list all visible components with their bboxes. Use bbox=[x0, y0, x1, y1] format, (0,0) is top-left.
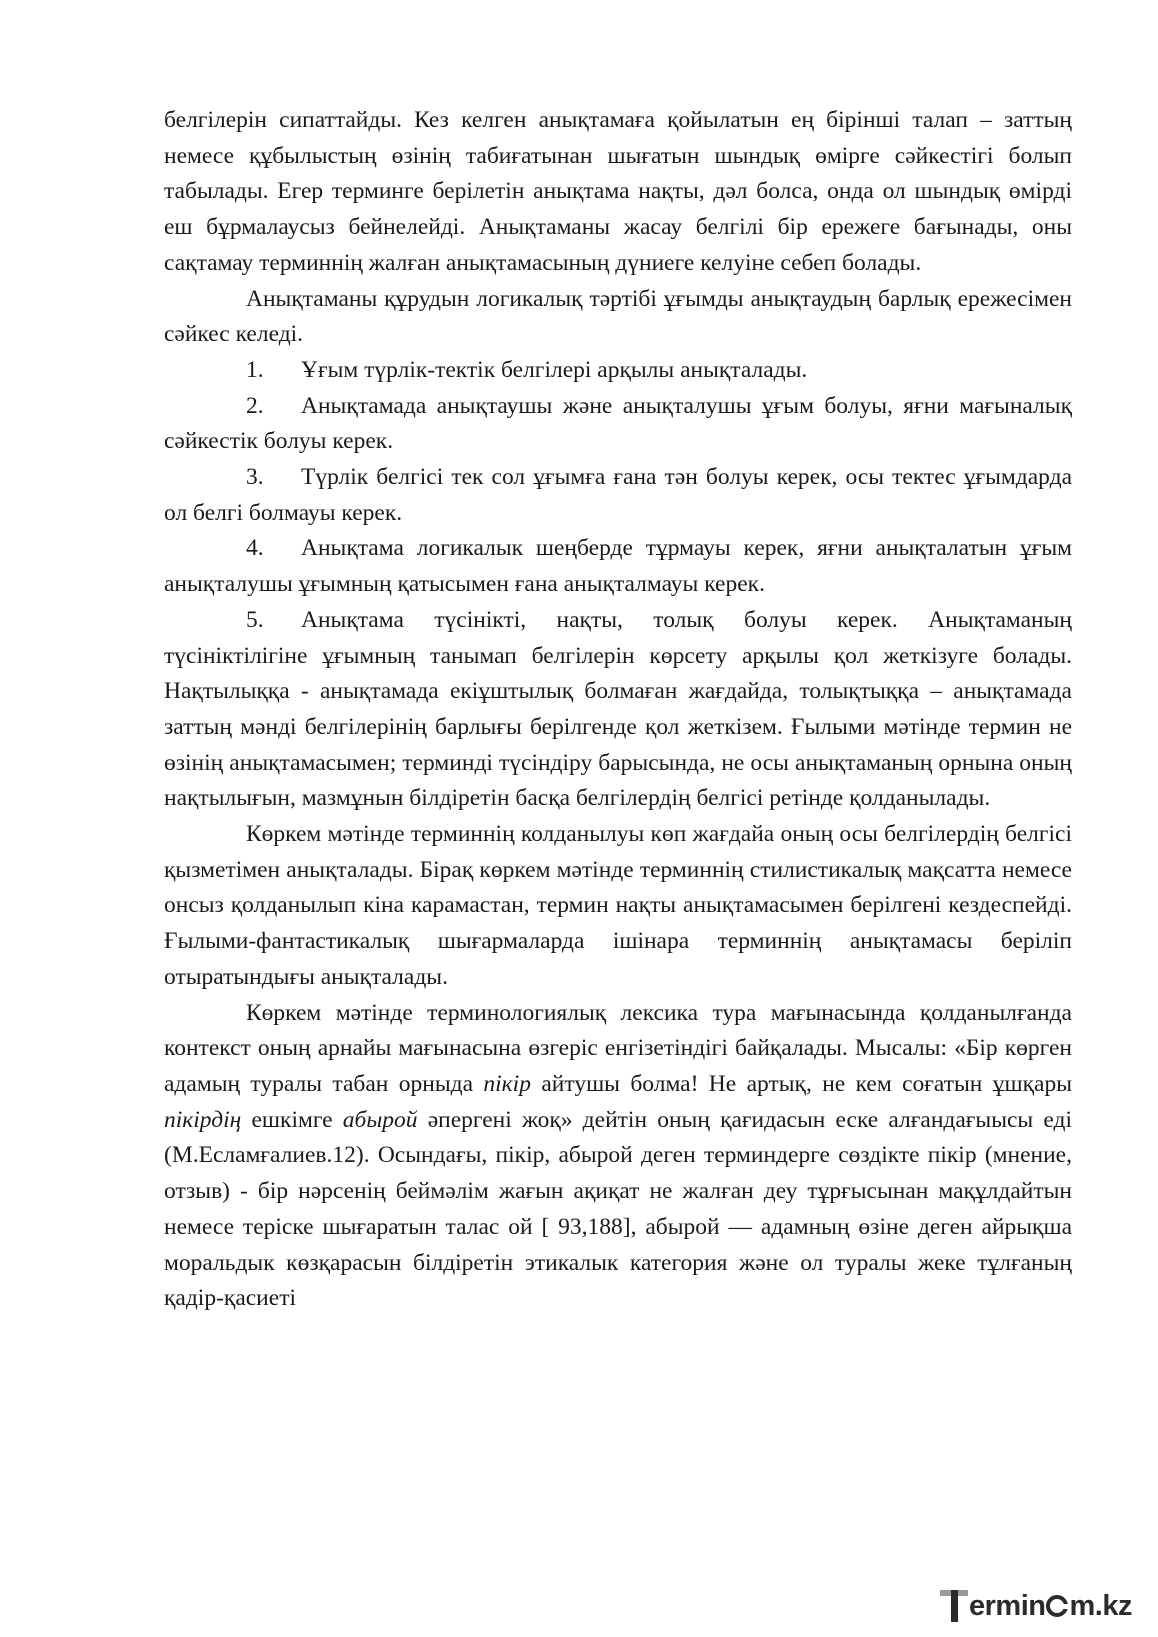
logo-text-part1: ermin bbox=[969, 1589, 1046, 1622]
list-item bbox=[164, 603, 1072, 817]
list-text: Ұғым түрлік-тектік белгілері арқылы анықталады. bbox=[301, 356, 808, 383]
list-item bbox=[164, 460, 1072, 531]
list-text: Анықтама түсінікті, нақты, толық болуы керек. Анықтаманың түсініктілігіне ұғымның танымап белгілерін көрсету арқылы қол жеткізуге болады. Нақтылыққа - анықтамада екіұштылық болмаған жағдайда, толықтыққа – анықтамада заттың мәнді белгілерінің барлығы берілгенде қол жеткізем. Ғылыми мәтінде термин не өзінің анықтамасымен; терминді түсіндіру барысында, не осы анықтаманың орнына оның нақтылығын, мазмұнын білдіретін басқа белгілердің белгісі ретінде қолданылады. bbox=[164, 606, 1072, 812]
list-item bbox=[164, 531, 1072, 602]
paragraph-terminology-example bbox=[164, 996, 1072, 1317]
list-number: 4. bbox=[246, 535, 264, 562]
list-number: 1. bbox=[246, 356, 264, 383]
paragraph-literary-text: Көркем мәтінде терминнің колданылуы көп жағдайа оның осы белгілердің белгісі қызметімен анықталады. Бірақ көркем мәтінде терминнің стилистикалық мақсатта немесе онсыз қолданылып кіна карамастан, термин нақты анықтамасымен берілгені кездеспейді. Ғылыми-фантастикалық шығармаларда ішінара терминнің анықтамасы беріліп отыратындығы анықталады. bbox=[164, 821, 1072, 990]
list-number: 3. bbox=[246, 464, 264, 491]
italic-term: абырой bbox=[342, 1106, 418, 1133]
text-segment: айтушы болма! Не артық, не кем соғатын ұшқары bbox=[530, 1070, 1072, 1097]
text-segment: ешкімге bbox=[241, 1106, 343, 1133]
document-page bbox=[164, 103, 1072, 1317]
list-number: 2. bbox=[246, 392, 264, 419]
logo-text-part2: m.kz bbox=[1069, 1589, 1132, 1622]
italic-term: пікірдің bbox=[164, 1106, 242, 1133]
list-item bbox=[164, 353, 1072, 389]
list-text: Түрлік белгісі тек сол ұғымға ғана тән болуы керек, осы тектес ұғымдарда ол белгі болмауы керек. bbox=[164, 464, 1072, 526]
paragraph-logical-order: Анықтаманы құрудын логикалық тәртібі ұғымды анықтаудың барлық ережесімен сәйкес келеді. bbox=[164, 285, 1072, 348]
text-segment: әпергені жоқ» дейтін оның қағидасын еске алғандағыысы еді (М.Есламғалиев.12). Осындағы, пікір, абырой деген терминдерге сөздікте пікір (мнение, отзыв) - бір нәрсенің беймәлім жағын ақиқат не жалған деу тұрғысынан мақұлдайтын немесе теріске шығаратын талас ой [ 93,188], абырой — адамның өзіне деген айрықша моральдык көзқарасын білдіретін этикалык категория және ол туралы жеке тұлғаның қадір-қасиеті bbox=[164, 1106, 1072, 1312]
list-text: Анықтамада анықтаушы және анықталушы ұғым болуы, яғни мағыналық сәйкестік болуы керек. bbox=[164, 392, 1072, 455]
logo-c-glyph bbox=[1046, 1595, 1068, 1617]
list-number: 5. bbox=[246, 606, 264, 633]
termincom-logo-watermark bbox=[940, 1586, 1132, 1626]
logo-t-glyph bbox=[940, 1588, 968, 1624]
list-text: Анықтама логикалык шеңберде тұрмауы керек, яғни анықталатын ұғым анықталушы ұғымның қатысымен ғана анықталмауы керек. bbox=[164, 535, 1072, 598]
italic-term: пікір bbox=[483, 1070, 531, 1097]
list-item bbox=[164, 389, 1072, 460]
text-segment: Көркем мәтінде терминологиялық лексика тура мағынасында қолданылғанда контекст оның арнайы мағынасына өзгеріс енгізетіндігі байқалады. Мысалы: «Бір көрген адамың туралы табан орныда bbox=[164, 999, 1072, 1097]
paragraph-definition-requirements: белгілерін сипаттайды. Кез келген анықтамаға қойылатын ең бірінші талап – заттың немесе құбылыстың өзінің табиғатынан шығатын шындық өмірге сәйкестігі болып табылады. Егер терминге берілетін анықтама нақты, дәл болса, онда ол шындық өмірді еш бұрмалаусыз бейнелейді. Анықтаманы жасау белгілі бір ережеге бағынады, оны сақтамау терминнің жалған анықтамасының дүниеге келуіне себеп болады. bbox=[164, 107, 1072, 276]
